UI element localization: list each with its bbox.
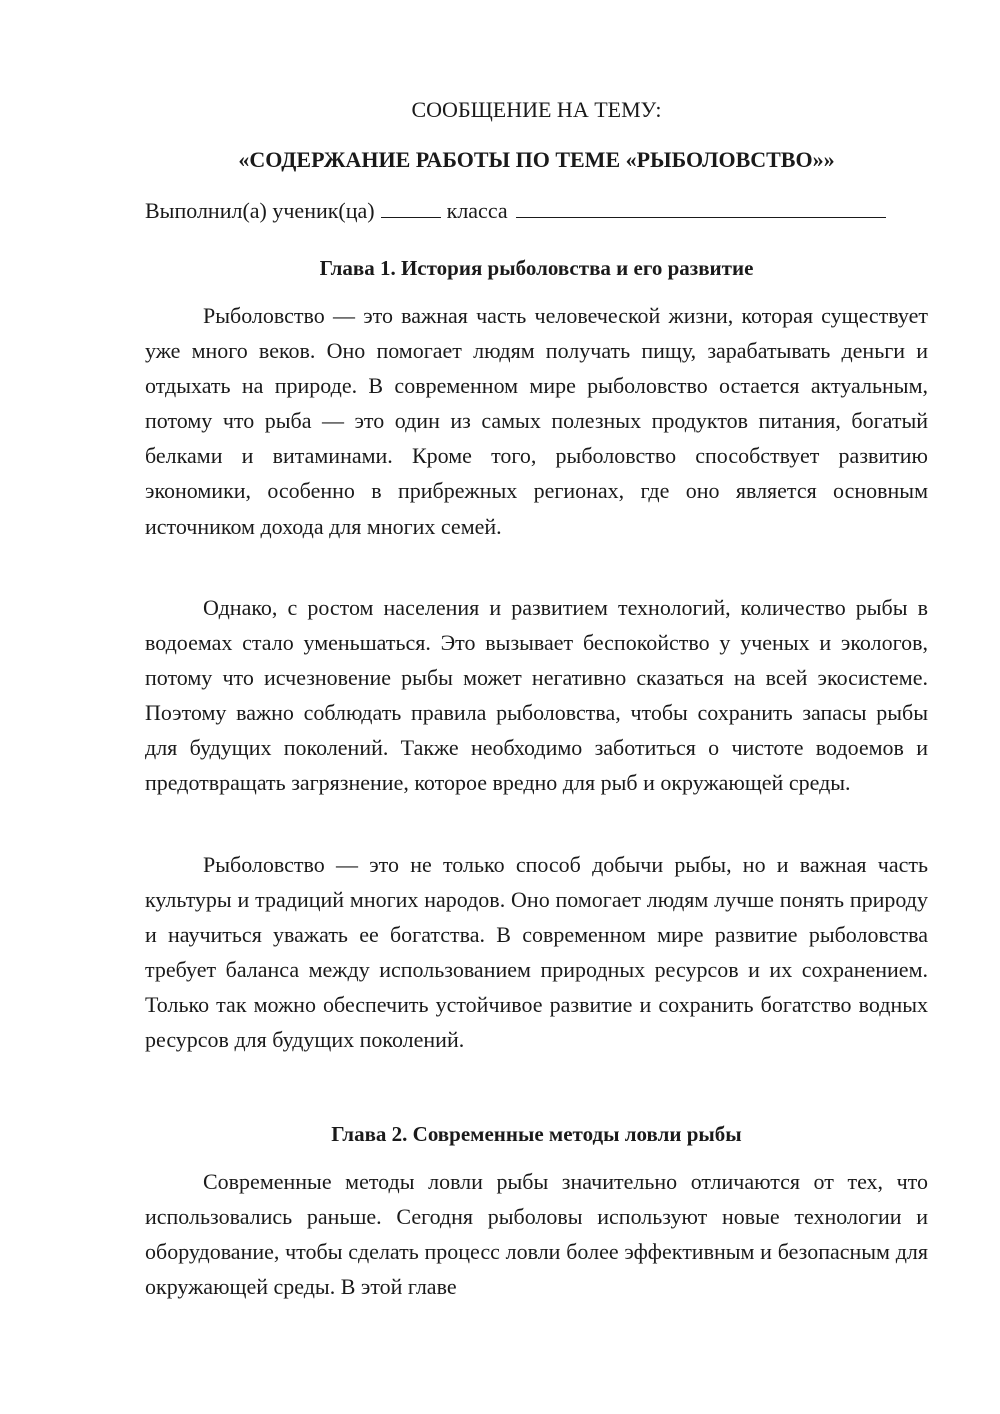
name-blank: [516, 197, 886, 218]
chapter-2-heading: Глава 2. Современные методы ловли рыбы: [331, 1122, 742, 1146]
chapter-1-paragraph-2: Однако, с ростом населения и развитием технологий, количество рыбы в водоемах стало уменьшаться. Это вызывает беспокойство у ученых и экологов, потому что исчезновение рыбы может негативно сказаться на всей экосистеме. Поэтому важно соблюдать правила рыболовства, чтобы сохранить запасы рыбы для будущих поколений. Также необходимо заботиться о чистоте водоемов и предотвращать загрязнение, которое вредно для рыб и окружающей среды.: [145, 595, 928, 796]
pupil-prefix: Выполнил(а) ученик(ца): [145, 198, 375, 223]
pupil-line: [145, 196, 928, 226]
chapter-2-paragraph-1: Современные методы ловли рыбы значительно отличаются от тех, что использовались раньше. Сегодня рыболовы используют новые технологии и оборудование, чтобы сделать процесс ловли более эффективным и безопасным для окружающей среды. В этой главе: [145, 1169, 928, 1300]
chapter-1-paragraph-3: Рыболовство — это не только способ добычи рыбы, но и важная часть культуры и традиций многих народов. Оно помогает людям лучше понять природу и научиться уважать ее богатства. В современном мире развитие рыболовства требует баланса между использованием природных ресурсов и их сохранением. Только так можно обеспечить устойчивое развитие и сохранить богатство водных ресурсов для будущих поколений.: [145, 852, 928, 1053]
document-topic-title: «СОДЕРЖАНИЕ РАБОТЫ ПО ТЕМЕ «РЫБОЛОВСТВО»»: [238, 147, 835, 172]
document-page: [145, 0, 928, 1414]
chapter-1-heading: Глава 1. История рыболовства и его развитие: [319, 256, 754, 280]
document-title-label: СООБЩЕНИЕ НА ТЕМУ:: [411, 97, 662, 122]
grade-blank: [381, 197, 441, 218]
pupil-class-label: класса: [446, 198, 508, 223]
chapter-1-paragraph-1: Рыболовство — это важная часть человеческой жизни, которая существует уже много веков. Оно помогает людям получать пищу, зарабатывать деньги и отдыхать на природе. В современном мире рыболовство остается актуальным, потому что рыба — это один из самых полезных продуктов питания, богатый белками и витаминами. Кроме того, рыболовство способствует развитию экономики, особенно в прибрежных регионах, где оно является основным источником дохода для многих семей.: [145, 303, 928, 539]
